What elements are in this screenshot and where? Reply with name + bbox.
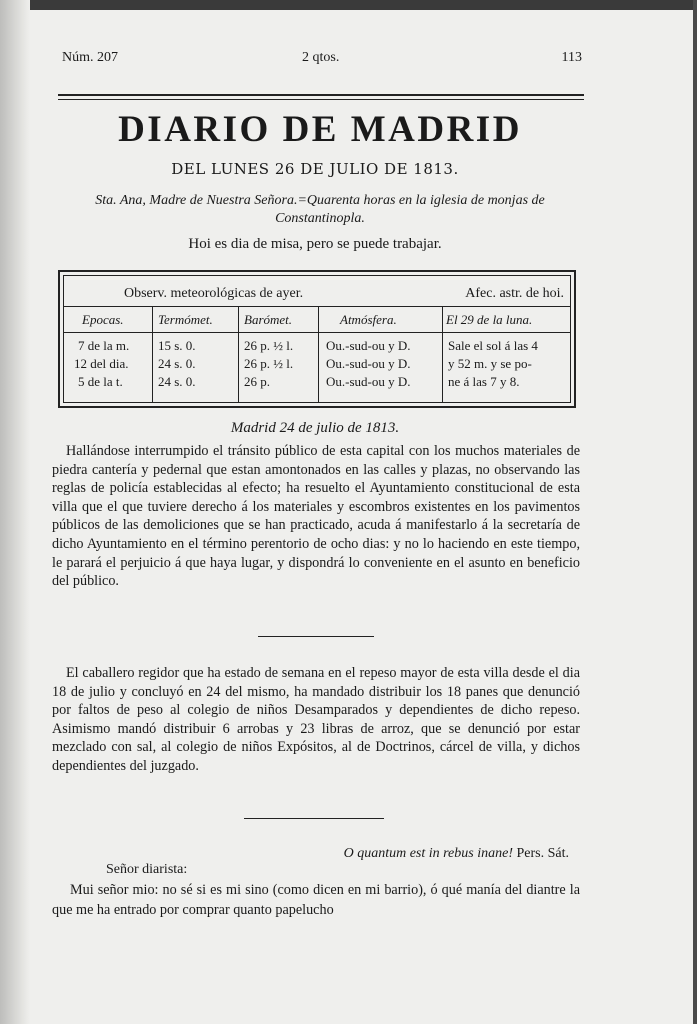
astro-heading: Afec. astr. de hoi. bbox=[465, 286, 564, 301]
masthead-title: DIARIO DE MADRID bbox=[118, 109, 522, 150]
saints-of-day: Sta. Ana, Madre de Nuestra Señora.=Quarenta horas en la iglesia de monjas de Constantinopla. bbox=[95, 193, 545, 226]
section-divider bbox=[244, 818, 384, 819]
issue-price: 2 qtos. bbox=[302, 50, 340, 65]
header-rule-thick bbox=[58, 94, 584, 96]
issue-number: Núm. 207 bbox=[62, 50, 118, 65]
epigraph-text: O quantum est in rebus inane! bbox=[343, 846, 513, 861]
col-header-atmosfera: Atmósfera. bbox=[340, 312, 397, 327]
col-divider bbox=[238, 306, 239, 402]
col-header-barometro: Barómet. bbox=[244, 312, 293, 327]
table-cell: y 52 m. y se po- bbox=[448, 356, 532, 371]
table-cell: 7 de la m. bbox=[78, 338, 130, 353]
scan-top-border bbox=[0, 0, 697, 10]
table-cell: 26 p. bbox=[244, 374, 270, 389]
table-cell: 26 p. ½ l. bbox=[244, 338, 294, 353]
weather-heading: Observ. meteorológicas de ayer. bbox=[124, 286, 304, 301]
epigraph-source: Pers. Sát. bbox=[516, 846, 569, 861]
col-divider bbox=[152, 306, 153, 402]
col-header-luna: El 29 de la luna. bbox=[446, 312, 533, 327]
table-cell: Ou.-sud-ou y D. bbox=[326, 356, 411, 371]
table-cell: ne á las 7 y 8. bbox=[448, 374, 520, 389]
letter-epigraph bbox=[344, 846, 569, 862]
weather-rule-top bbox=[64, 306, 570, 307]
issue-date: DEL LUNES 26 DE JULIO DE 1813. bbox=[171, 160, 459, 178]
table-cell: Ou.-sud-ou y D. bbox=[326, 338, 411, 353]
article-paragraph-1: Hallándose interrumpido el tránsito público de esta capital con los muchos materiales de piedra cantería y pedernal que estan amontonados en las calles y plazas, no observando las reglas de policía establecidas al efecto; ha resuelto el Ayuntamiento constitucional de esta villa que el que tuviere derecho á los materiales y escombros existentes en los pavimentos públicos de las demoliciones que se han practicado, acuda á manifestarlo á la secretaría de dicho Ayuntamiento en el término perentorio de ocho dias: y no lo haciendo en este tiempo, le parará el perjuicio á que haya lugar, y dispondrá lo conveniente en el asunto en beneficio del público. bbox=[52, 443, 580, 590]
table-cell: 5 de la t. bbox=[78, 374, 123, 389]
table-cell: 24 s. 0. bbox=[158, 374, 196, 389]
letter-body: Mui señor mio: no sé si es mi sino (como dicen en mi barrio), ó qué manía del diantre la que me ha entrado por comprar quanto papelucho bbox=[52, 882, 580, 918]
table-cell: 24 s. 0. bbox=[158, 356, 196, 371]
table-cell: Ou.-sud-ou y D. bbox=[326, 374, 411, 389]
article-dateline: Madrid 24 de julio de 1813. bbox=[230, 420, 400, 436]
table-cell: Sale el sol á las 4 bbox=[448, 338, 538, 353]
mass-note: Hoi es dia de misa, pero se puede trabajar. bbox=[188, 236, 442, 252]
table-cell: 26 p. ½ l. bbox=[244, 356, 294, 371]
col-divider bbox=[442, 306, 443, 402]
weather-table bbox=[58, 270, 576, 408]
col-header-termometro: Termómet. bbox=[158, 312, 213, 327]
table-cell: 12 del dia. bbox=[74, 356, 129, 371]
weather-rule-columns bbox=[64, 332, 570, 333]
header-rule-thin bbox=[58, 99, 584, 100]
col-divider bbox=[318, 306, 319, 402]
book-gutter bbox=[0, 0, 30, 1024]
page-number: 113 bbox=[561, 50, 582, 65]
scan-right-border bbox=[693, 0, 697, 1024]
section-divider bbox=[258, 636, 374, 637]
table-cell: 15 s. 0. bbox=[158, 338, 196, 353]
col-header-epocas: Epocas. bbox=[82, 312, 124, 327]
letter-salutation: Señor diarista: bbox=[106, 862, 188, 877]
article-paragraph-2: El caballero regidor que ha estado de semana en el repeso mayor de esta villa desde el dia 18 de julio y concluyó en 24 del mismo, ha mandado distribuir los 18 panes que denunció por faltos de peso al colegio de niños Desamparados y dependientes de dicho repeso. Asimismo mandó distribuir 6 arrobas y 23 libras de arroz, que se denunció por estar mezclado con sal, al colegio de niños Expósitos, al de Doctrinos, cárcel de villa, y dichos dependientes del juzgado. bbox=[52, 665, 580, 774]
